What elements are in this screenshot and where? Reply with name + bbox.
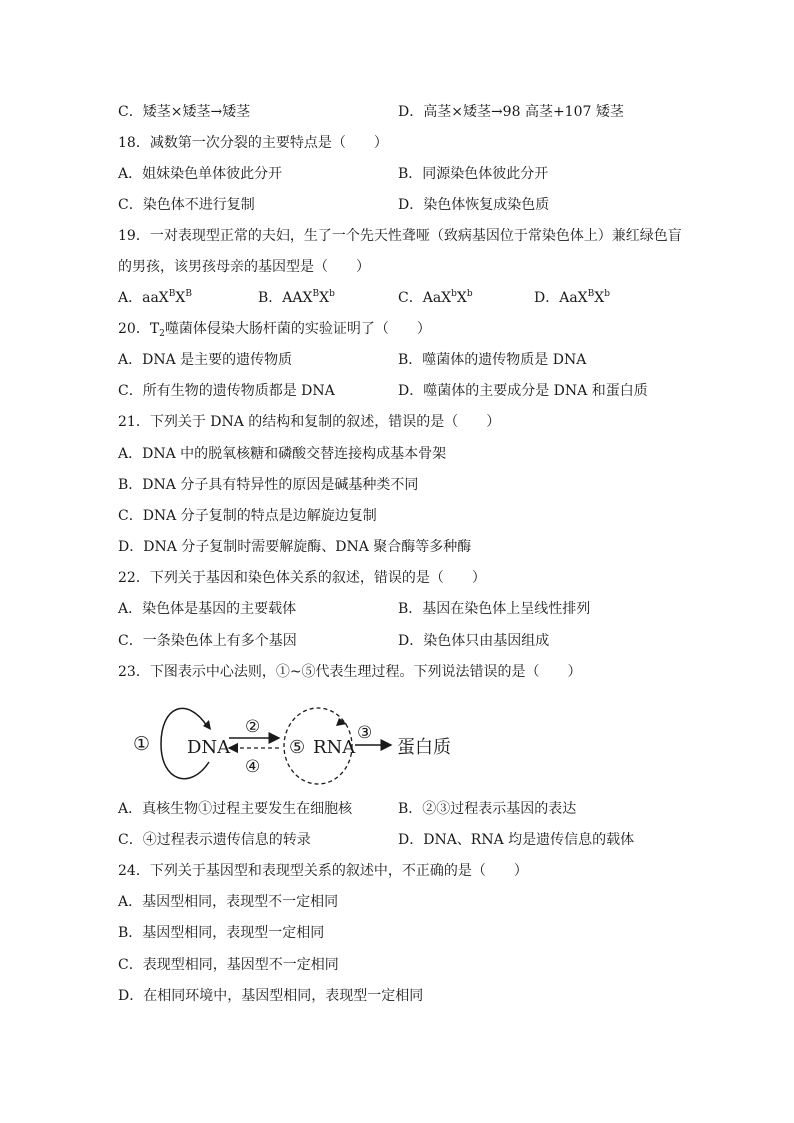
q23-option-d: D．DNA、RNA 均是遗传信息的载体 (398, 832, 635, 848)
q23-option-b: B．②③过程表示基因的表达 (398, 801, 577, 817)
q21-option-b: B．DNA 分子具有特异性的原因是碱基种类不同 (118, 477, 419, 493)
process-3-label: ③ (357, 723, 373, 743)
q22-option-a: A．染色体是基因的主要载体 (118, 601, 297, 617)
q21-option-c: C．DNA 分子复制的特点是边解旋边复制 (118, 508, 377, 524)
q21-stem: 21．下列关于 DNA 的结构和复制的叙述，错误的是（ ） (118, 414, 501, 430)
q24-option-d: D．在相同环境中，基因型相同，表现型一定相同 (118, 988, 424, 1004)
q24-option-c: C．表现型相同，基因型不一定相同 (118, 957, 339, 973)
q21-option-d: D．DNA 分子复制时需要解旋酶、DNA 聚合酶等多种酶 (118, 539, 472, 555)
q19-stem-line1: 19．一对表现型正常的夫妇，生了一个先天性聋哑（致病基因位于常染色体上）兼红绿色盲 (118, 228, 682, 244)
q20-option-b: B．噬菌体的遗传物质是 DNA (398, 352, 587, 368)
q19-stem-line2: 的男孩，该男孩母亲的基因型是（ ） (118, 259, 370, 275)
q24-option-a: A．基因型相同，表现型不一定相同 (118, 894, 339, 910)
q18-option-b: B．同源染色体彼此分开 (398, 166, 549, 182)
q20-option-c: C．所有生物的遗传物质都是 DNA (118, 383, 335, 399)
rna-label: RNA (313, 737, 356, 758)
q24-stem: 24．下列关于基因型和表现型关系的叙述中，不正确的是（ ） (118, 863, 528, 879)
process-5-label: ⑤ (289, 737, 306, 758)
q22-option-d: D．染色体只由基因组成 (398, 633, 550, 649)
protein-label: 蛋白质 (397, 737, 451, 758)
central-dogma-diagram (125, 700, 465, 790)
q17-option-c: C．矮茎×矮茎→矮茎 (118, 104, 251, 120)
q22-option-c: C．一条染色体上有多个基因 (118, 633, 297, 649)
q22-option-b: B．基因在染色体上呈线性排列 (398, 601, 591, 617)
q19-option-d: D．$AaX^BX^b$ (534, 289, 611, 306)
q20-stem: 20．$T_2$噬菌体侵染大肠杆菌的实验证明了（ ） (118, 321, 431, 339)
process-2-label: ② (245, 717, 261, 737)
q18-option-a: A．姐妹染色单体彼此分开 (118, 166, 283, 182)
q24-option-b: B．基因型相同，表现型一定相同 (118, 925, 325, 941)
q18-stem: 18．减数第一次分裂的主要特点是（ ） (118, 135, 388, 151)
q18-option-d: D．染色体恢复成染色质 (398, 197, 550, 213)
q19-option-c: C．$AaX^bX^b$ (398, 289, 473, 306)
q21-option-a: A．DNA 中的脱氧核糖和磷酸交替连接构成基本骨架 (118, 446, 447, 462)
q19-option-a: A．$aaX^BX^B$ (118, 289, 192, 306)
process-1-label: ① (133, 733, 151, 755)
q17-option-d: D．高茎×矮茎→98 高茎+107 矮茎 (398, 104, 624, 120)
q23-stem: 23．下图表示中心法则，①~⑤代表生理过程。下列说法错误的是（ ） (118, 664, 582, 680)
q18-option-c: C．染色体不进行复制 (118, 197, 255, 213)
q23-option-c: C．④过程表示遗传信息的转录 (118, 832, 311, 848)
process-4-label: ④ (245, 757, 261, 777)
q19-option-b: B．$AAX^BX^b$ (258, 289, 335, 306)
q22-stem: 22．下列关于基因和染色体关系的叙述，错误的是（ ） (118, 570, 486, 586)
dna-label: DNA (187, 737, 231, 758)
q20-option-d: D．噬菌体的主要成分是 DNA 和蛋白质 (398, 383, 648, 399)
q20-option-a: A．DNA 是主要的遗传物质 (118, 352, 293, 368)
q23-option-a: A．真核生物①过程主要发生在细胞核 (118, 801, 353, 817)
